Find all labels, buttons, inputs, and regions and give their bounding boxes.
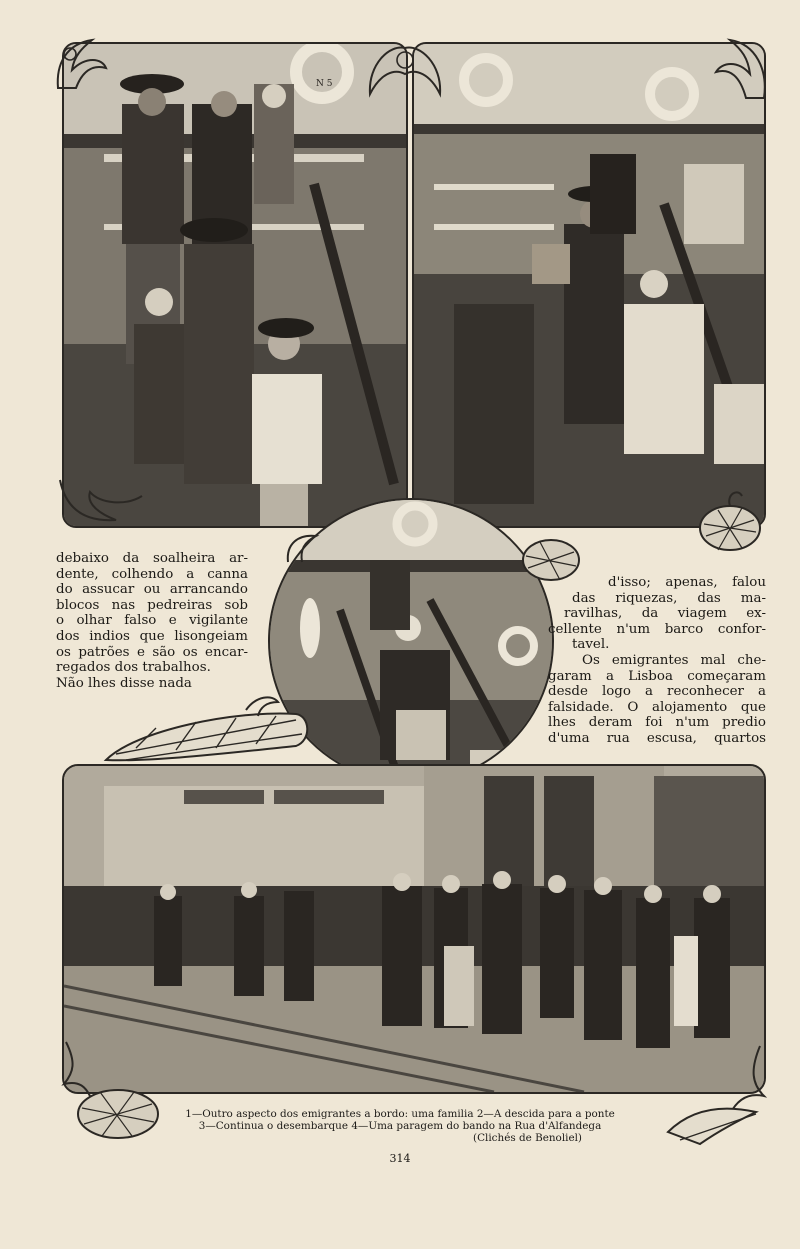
text-line: dos indios que lisongeiam [56, 628, 248, 644]
text-line: dente, colhendo a canna [56, 566, 248, 582]
page-number: 314 [389, 1152, 411, 1165]
caption-line: 3—Continua o desembarque 4—Uma paragem do bando na Rua d'Alfandega [198, 1120, 602, 1132]
lifebuoy-mark: N 5 [316, 79, 333, 89]
ornament-scroll-left-icon [282, 528, 322, 568]
caption-credit: (Clichés de Benoliel) [473, 1132, 582, 1144]
text-line: lhes deram foi n'um predio [548, 715, 766, 731]
text-line: cellente n'um barco confor- [548, 621, 766, 637]
article-right-column [548, 575, 766, 747]
text-line: tavel. [572, 637, 610, 653]
text-line: d'uma rua escusa, quartos [548, 730, 766, 746]
photo-family-on-board [62, 42, 408, 528]
ornament-bottom-left-bundle-icon [56, 1032, 166, 1142]
ornament-top-left-icon [52, 34, 112, 94]
ornament-bottom-right-icon [660, 1040, 770, 1150]
article-left-column [56, 551, 248, 691]
text-line: das riquezas, das ma- [572, 590, 766, 606]
text-line: do assucar ou arrancando [56, 582, 248, 598]
ornament-top-right-icon [710, 34, 770, 104]
text-line: debaixo da soalheira ar- [56, 551, 248, 566]
ornament-top-center-icon [360, 34, 450, 104]
text-line: desde logo a reconhecer a [548, 684, 766, 700]
photo-descent-to-pier [412, 42, 766, 528]
text-line: o olhar falso e vigilante [56, 613, 248, 629]
ornament-bundle-right-icon [690, 480, 770, 560]
text-line: d'isso; apenas, falou [608, 575, 766, 590]
text-line: ravilhas, da viagem ex- [564, 606, 766, 622]
caption-line: 1—Outro aspecto dos emigrantes a bordo: uma familia 2—A descida para a ponte [185, 1108, 615, 1120]
text-line: Não lhes disse nada [56, 675, 192, 691]
figure-caption [160, 1108, 640, 1144]
text-line: Os emigrantes mal che- [582, 652, 766, 668]
text-line: regados dos trabalhos. [56, 660, 211, 676]
text-line: falsidade. O alojamento que [548, 699, 766, 715]
ornament-left-middle-icon [56, 470, 146, 530]
text-line: garam a Lisboa começaram [548, 668, 766, 684]
ornament-rolled-bundle-icon [96, 690, 316, 772]
text-line: os patrões e são os encar- [56, 644, 248, 660]
text-line: blocos nas pedreiras sob [56, 597, 248, 613]
